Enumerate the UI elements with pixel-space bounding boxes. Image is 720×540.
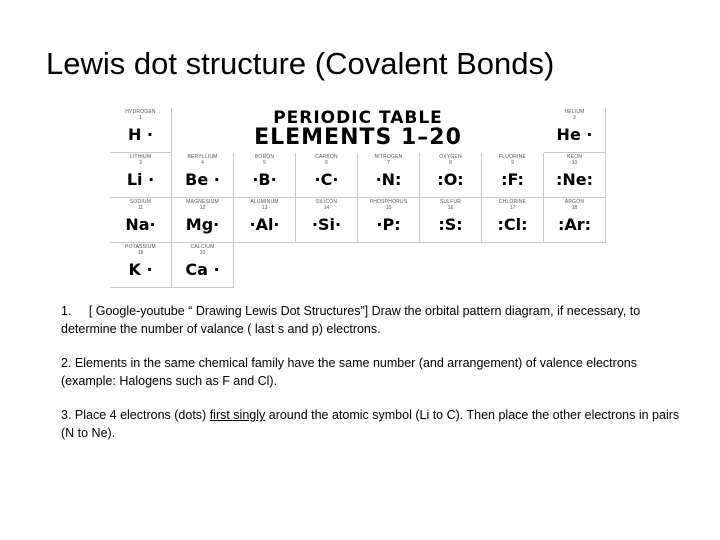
element-name: ALUMINUM — [250, 199, 279, 205]
element-number: 17 — [509, 205, 516, 211]
element-cell-phosphorus — [358, 198, 420, 243]
element-name: BORON — [254, 154, 275, 160]
element-name: FLUORINE — [499, 154, 526, 160]
element-cell-magnesium — [172, 198, 234, 243]
element-number: 19 — [137, 250, 144, 256]
note-2: 2. Elements in the same chemical family have the same number (and arrangement) of valence electrons (example: Halogens such as F and Cl). — [61, 356, 637, 388]
lewis-dot-symbol: ·P: — [376, 215, 401, 234]
note-1-text: [ Google-youtube “ Drawing Lewis Dot Structures”] Draw the orbital pattern diagram, if necessary, to determine the number of valance ( last s and p) electrons. — [61, 304, 641, 336]
lewis-dot-symbol: Na· — [125, 215, 156, 234]
element-name: NITROGEN — [374, 154, 403, 160]
element-name: HYDROGEN — [125, 109, 156, 115]
element-cell-fluorine — [482, 153, 544, 198]
element-number: 7 — [387, 160, 390, 166]
element-name: MAGNESIUM — [186, 199, 219, 205]
element-cell-hydrogen — [110, 108, 172, 153]
element-number: 1 — [139, 115, 142, 121]
lewis-dot-symbol: :Ar: — [557, 215, 592, 234]
note-1-number: 1. — [61, 304, 72, 318]
lewis-dot-symbol: Be · — [185, 170, 220, 189]
element-name: CALCIUM — [190, 244, 215, 250]
lewis-dot-symbol: ·Al· — [249, 215, 280, 234]
notes — [61, 302, 691, 458]
element-cell-oxygen — [420, 153, 482, 198]
element-cell-neon — [544, 153, 606, 198]
element-number: 20 — [199, 250, 206, 256]
element-number: 8 — [449, 160, 452, 166]
lewis-dot-symbol: He · — [556, 125, 593, 144]
element-cell-chlorine — [482, 198, 544, 243]
element-name: CARBON — [315, 154, 338, 160]
element-name: HELIUM — [564, 109, 585, 115]
banner-line-1: PERIODIC TABLE — [273, 108, 443, 128]
banner-line-2: ELEMENTS 1–20 — [254, 125, 462, 150]
lewis-dot-symbol: :Ne: — [555, 170, 594, 189]
lewis-dot-symbol: Li · — [126, 170, 155, 189]
element-name: LITHIUM — [129, 154, 152, 160]
lewis-dot-symbol: :F: — [501, 170, 524, 189]
element-name: BERYLLIUM — [187, 154, 218, 160]
element-number: 11 — [137, 205, 144, 211]
element-name: POTASSIUM — [125, 244, 156, 250]
element-name: OXYGEN — [439, 154, 462, 160]
slide-title: Lewis dot structure (Covalent Bonds) — [46, 46, 555, 81]
note-3-underlined: first singly — [209, 408, 266, 422]
element-number: 16 — [447, 205, 454, 211]
element-cell-beryllium — [172, 153, 234, 198]
periodic-table-image — [110, 108, 608, 290]
lewis-dot-symbol: ·Si· — [311, 215, 342, 234]
element-cell-helium — [544, 108, 606, 153]
element-cell-potassium — [110, 243, 172, 288]
lewis-dot-symbol: K · — [128, 260, 153, 279]
element-name: PHOSPHORUS — [369, 199, 408, 205]
element-number: 18 — [571, 205, 578, 211]
element-name: SILICON — [315, 199, 338, 205]
element-cell-aluminum — [234, 198, 296, 243]
lewis-dot-symbol: :O: — [437, 170, 464, 189]
element-number: 15 — [385, 205, 392, 211]
element-cell-sodium — [110, 198, 172, 243]
note-3 — [61, 406, 691, 442]
element-name: SODIUM — [129, 199, 152, 205]
element-number: 3 — [139, 160, 142, 166]
lewis-dot-symbol: Ca · — [185, 260, 220, 279]
element-cell-lithium — [110, 153, 172, 198]
lewis-dot-symbol: ·B· — [252, 170, 277, 189]
element-number: 14 — [323, 205, 330, 211]
lewis-dot-symbol: H · — [127, 125, 154, 144]
element-cell-sulfur — [420, 198, 482, 243]
note-3-after: around the atomic symbol (Li to C). Then place the other electrons in pairs (N to Ne). — [61, 408, 680, 440]
element-number: 6 — [325, 160, 328, 166]
lewis-dot-symbol: Mg· — [185, 215, 220, 234]
note-1 — [61, 302, 691, 338]
element-name: ARGON — [564, 199, 585, 205]
periodic-table-banner — [172, 108, 544, 153]
element-number: 9 — [511, 160, 514, 166]
element-cell-nitrogen — [358, 153, 420, 198]
element-cell-carbon — [296, 153, 358, 198]
element-number: 12 — [199, 205, 206, 211]
element-name: SULFUR — [439, 199, 462, 205]
element-name: CHLORINE — [498, 199, 527, 205]
element-name: NEON — [566, 154, 583, 160]
element-cell-argon — [544, 198, 606, 243]
element-number: 2 — [573, 115, 576, 121]
element-number: 10 — [571, 160, 578, 166]
element-number: 4 — [201, 160, 204, 166]
element-cell-calcium — [172, 243, 234, 288]
lewis-dot-symbol: :S: — [438, 215, 463, 234]
element-number: 13 — [261, 205, 268, 211]
lewis-dot-symbol: :Cl: — [497, 215, 528, 234]
note-3-before: 3. Place 4 electrons (dots) — [61, 408, 210, 422]
element-number: 5 — [263, 160, 266, 166]
lewis-dot-symbol: ·N: — [375, 170, 402, 189]
element-cell-boron — [234, 153, 296, 198]
element-cell-silicon — [296, 198, 358, 243]
lewis-dot-symbol: ·C· — [314, 170, 339, 189]
